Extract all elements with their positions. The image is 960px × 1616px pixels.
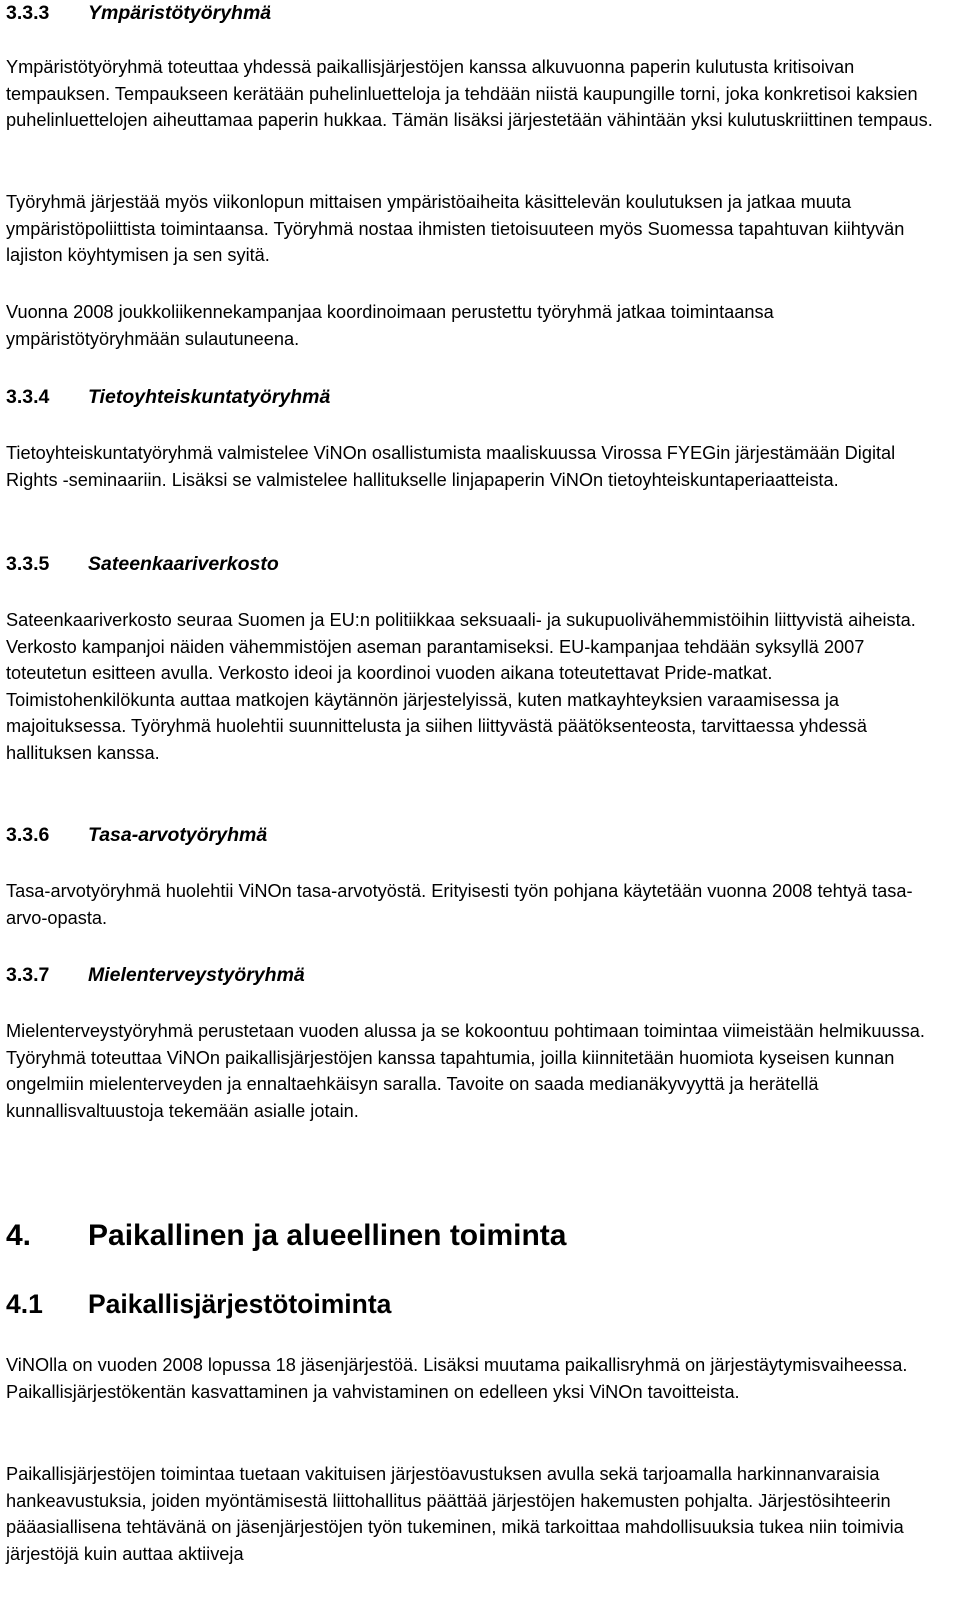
- paragraph-block: [6, 607, 936, 766]
- chapter-paikallinen-alueellinen: [6, 1216, 936, 1256]
- paragraph-block: [6, 1352, 936, 1405]
- section-title: Tietoyhteiskuntatyöryhmä: [88, 386, 331, 408]
- paragraph: Sateenkaariverkosto seuraa Suomen ja EU:n politiikkaa seksuaali- ja sukupuolivähemmistöihin liittyvistä aiheista. Verkosto kampanjoi näiden vähemmistöjen aseman parantamiseksi. EU-kampanjaa tehdään syksyllä 2007 toteutetun esitteen avulla. Verkosto ideoi ja koordinoi vuoden aikana toteutettavat Pride-matkat. Toimistohenkilökunta auttaa matkojen käytännön järjestelyissä, kuten matkayhteyksien varaamisessa ja majoituksessa. Työryhmä huolehtii suunnittelusta ja siihen liittyvästä päätöksenteosta, tarvittaessa yhdessä hallituksen kanssa.: [6, 610, 916, 763]
- section-number: 3.3.6: [6, 824, 50, 846]
- paragraph-block: [6, 1461, 936, 1567]
- section-number: 3.3.3: [6, 2, 50, 24]
- section-number: 3.3.5: [6, 553, 50, 575]
- section-heading: [6, 822, 936, 848]
- paragraph: Ympäristötyöryhmä toteuttaa yhdessä paikallisjärjestöjen kanssa alkuvuonna paperin kulutusta kritisoivan tempauksen. Tempaukseen kerätään puhelinluetteloja ja tehdään niistä kaupungille torni, joka konkretisoi kaksien puhelinluettelojen aiheuttamaa paperin hukkaa. Tämän lisäksi järjestetään vähintään yksi kulutuskriittinen tempaus.: [6, 57, 933, 130]
- section-heading: [6, 384, 936, 410]
- section-title: Sateenkaariverkosto: [88, 553, 279, 575]
- paragraph-block: [6, 299, 936, 352]
- section-ymparistotyoryhma: [6, 0, 936, 26]
- paragraph: Mielenterveystyöryhmä perustetaan vuoden alussa ja se kokoontuu pohtimaan toimintaa viimeistään helmikuussa. Työryhmä toteuttaa ViNOn paikallisjärjestöjen kanssa tapahtumia, joilla kiinnitetään huomiota kyseisen kunnan ongelmiin mielenterveyden ja ennaltaehkäisyn saralla. Tavoite on saada medianäkyvyyttä ja herätellä kunnallisvaltuustoja tekemään asialle jotain.: [6, 1021, 925, 1121]
- section-title: Mielenterveystyöryhmä: [88, 964, 305, 986]
- paragraph-block: [6, 189, 936, 269]
- section-tietoyhteiskuntatyoryhma: [6, 384, 936, 410]
- section-title: Tasa-arvotyöryhmä: [88, 824, 268, 846]
- section-heading: [6, 551, 936, 577]
- paragraph: Tasa-arvotyöryhmä huolehtii ViNOn tasa-arvotyöstä. Erityisesti työn pohjana käytetään vuonna 2008 tehtyä tasa-arvo-opasta.: [6, 881, 913, 928]
- chapter-title: Paikallinen ja alueellinen toiminta: [88, 1219, 567, 1252]
- paragraph: Työryhmä järjestää myös viikonlopun mittaisen ympäristöaiheita käsittelevän koulutuksen ja jatkaa muuta ympäristöpoliittista toimintaansa. Työryhmä nostaa ihmisten tietoisuuteen myös Suomessa tapahtuvan kiihtyvän lajiston köyhtymisen ja sen syitä.: [6, 192, 905, 265]
- chapter-number: 4.: [6, 1219, 32, 1252]
- chapter-heading: [6, 1216, 936, 1256]
- paragraph-block: [6, 1018, 936, 1124]
- paragraph-block: [6, 440, 936, 493]
- paragraph: Tietoyhteiskuntatyöryhmä valmistelee ViNOn osallistumista maaliskuussa Virossa FYEGin järjestämään Digital Rights -seminaariin. Lisäksi se valmistelee hallitukselle linjapaperin ViNOn tietoyhteiskuntaperiaatteista.: [6, 443, 896, 490]
- paragraph-block: [6, 54, 936, 134]
- paragraph: Paikallisjärjestöjen toimintaa tuetaan vakituisen järjestöavustuksen avulla sekä tarjoamalla harkinnanvaraisia hankeavustuksia, joiden myöntämisestä liittohallitus päättää järjestöjen hakemusten pohjalta. Järjestösihteerin pääasiallisena tehtävänä on jäsenjärjestöjen työn tukeminen, mikä tarkoittaa mahdollisuuksia tukea niin toimivia järjestöjä kuin auttaa aktiiveja: [6, 1464, 904, 1564]
- section-number: 4.1: [6, 1289, 43, 1319]
- section-heading: [6, 1284, 936, 1324]
- section-heading: [6, 0, 936, 26]
- paragraph: ViNOlla on vuoden 2008 lopussa 18 jäsenjärjestöä. Lisäksi muutama paikallisryhmä on järjestäytymisvaiheessa. Paikallisjärjestökentän kasvattaminen ja vahvistaminen on edelleen yksi ViNOn tavoitteista.: [6, 1355, 908, 1402]
- section-heading: [6, 962, 936, 988]
- paragraph: Vuonna 2008 joukkoliikennekampanjaa koordinoimaan perustettu työryhmä jatkaa toimintaansa ympäristötyöryhmään sulautuneena.: [6, 302, 774, 349]
- section-number: 3.3.7: [6, 964, 50, 986]
- section-title: Ympäristötyöryhmä: [88, 2, 272, 24]
- section-number: 3.3.4: [6, 386, 50, 408]
- paragraph-block: [6, 878, 936, 931]
- section-paikallisjarjestotoiminta: [6, 1284, 936, 1324]
- section-mielenterveystyoryhma: [6, 962, 936, 988]
- section-title: Paikallisjärjestötoiminta: [88, 1289, 392, 1319]
- section-tasa-arvotyoryhma: [6, 822, 936, 848]
- section-sateenkaariverkosto: [6, 551, 936, 577]
